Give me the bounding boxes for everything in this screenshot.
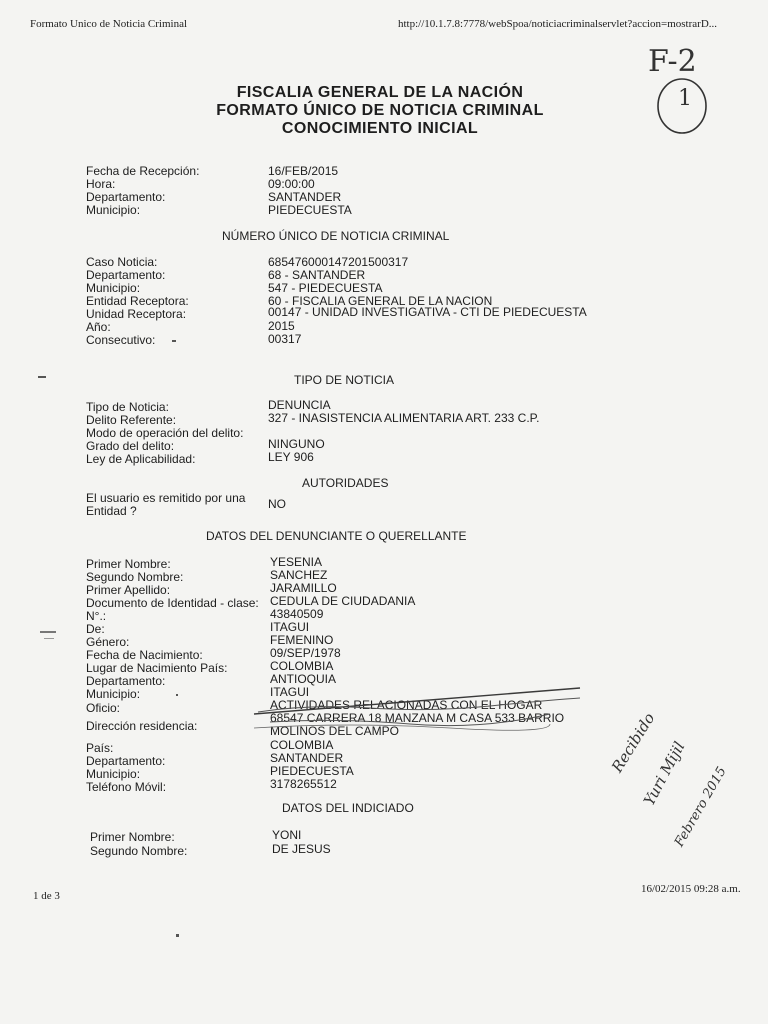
field-value: SANCHEZ xyxy=(270,568,328,582)
stray-mark xyxy=(176,934,179,937)
handwritten-folio: F-2 xyxy=(648,44,697,79)
field-label: Hora: xyxy=(86,177,116,191)
field-label: Municipio: xyxy=(86,687,141,701)
print-page-number: 1 de 3 xyxy=(33,890,60,902)
field-value: NO xyxy=(268,497,286,511)
field-value: FEMENINO xyxy=(270,633,334,647)
field-label: Documento de Identidad - clase: xyxy=(86,596,259,610)
field-value: 16/FEB/2015 xyxy=(268,164,339,178)
field-value: 60 - FISCALIA GENERAL DE LA NACION xyxy=(268,294,493,308)
section-title-tipo: TIPO DE NOTICIA xyxy=(294,373,395,387)
field-value: YONI xyxy=(272,828,302,842)
field-value: 685476000147201500317 xyxy=(268,255,409,269)
field-label: Segundo Nombre: xyxy=(90,844,188,858)
field-label: Lugar de Nacimiento País: xyxy=(86,661,228,675)
field-value: LEY 906 xyxy=(268,450,314,464)
field-label: Entidad ? xyxy=(86,504,137,518)
field-label: Departamento: xyxy=(86,674,166,688)
handwritten-recibido: Recibido xyxy=(608,709,659,776)
field-label: Oficio: xyxy=(86,701,121,715)
field-value: 09:00:00 xyxy=(268,177,315,191)
field-label: Ley de Aplicabilidad: xyxy=(86,452,196,466)
field-label: Primer Nombre: xyxy=(86,557,171,571)
field-value: JARAMILLO xyxy=(270,581,337,595)
section-title-denunciante: DATOS DEL DENUNCIANTE O QUERELLANTE xyxy=(206,529,467,543)
field-value: ITAGUI xyxy=(270,685,310,699)
field-value: 2015 xyxy=(268,319,295,333)
print-page-title: Formato Unico de Noticia Criminal xyxy=(30,18,188,30)
field-value: 09/SEP/1978 xyxy=(270,646,341,660)
field-value: NINGUNO xyxy=(268,437,325,451)
field-value: 327 - INASISTENCIA ALIMENTARIA ART. 233 C.P. xyxy=(268,411,540,425)
field-value: CEDULA DE CIUDADANIA xyxy=(270,594,416,608)
field-label: Fecha de Nacimiento: xyxy=(86,648,203,662)
field-value: COLOMBIA xyxy=(270,659,334,673)
title-formato: FORMATO ÚNICO DE NOTICIA CRIMINAL xyxy=(216,102,544,119)
print-url: http://10.1.7.8:7778/webSpoa/noticiacriminalservlet?accion=mostrarD... xyxy=(398,18,718,30)
title-fiscalia: FISCALIA GENERAL DE LA NACIÓN xyxy=(236,84,524,101)
margin-mark xyxy=(44,638,54,639)
field-label: Género: xyxy=(86,635,130,649)
field-value: COLOMBIA xyxy=(270,738,334,752)
field-label: Tipo de Noticia: xyxy=(86,400,169,414)
field-label: Primer Apellido: xyxy=(86,583,171,597)
field-value: DENUNCIA xyxy=(268,398,331,412)
field-label: Consecutivo: xyxy=(86,333,156,347)
margin-mark xyxy=(40,631,56,633)
field-label: Caso Noticia: xyxy=(86,255,158,269)
section-title-indiciado: DATOS DEL INDICIADO xyxy=(282,801,414,815)
print-timestamp: 16/02/2015 09:28 a.m. xyxy=(641,883,741,895)
field-label: Delito Referente: xyxy=(86,413,177,427)
field-value: MOLINOS DEL CAMPO xyxy=(270,724,399,738)
title-conocimiento: CONOCIMIENTO INICIAL xyxy=(281,120,479,137)
field-value: SANTANDER xyxy=(270,751,344,765)
field-value: PIEDECUESTA xyxy=(270,764,354,778)
field-value: 547 - PIEDECUESTA xyxy=(268,281,383,295)
field-label: Grado del delito: xyxy=(86,439,175,453)
field-value: 68 - SANTANDER xyxy=(268,268,366,282)
field-label: Municipio: xyxy=(86,281,141,295)
stray-mark xyxy=(172,340,176,342)
section-title-numero: NÚMERO ÚNICO DE NOTICIA CRIMINAL xyxy=(222,229,450,243)
field-value: PIEDECUESTA xyxy=(268,203,352,217)
field-value: 43840509 xyxy=(270,607,324,621)
field-label: Departamento: xyxy=(86,190,166,204)
field-label: De: xyxy=(86,622,105,636)
field-label: Fecha de Recepción: xyxy=(86,164,200,178)
field-label: Municipio: xyxy=(86,203,141,217)
field-label: País: xyxy=(86,741,114,755)
handwritten-signature: Yuri Mijil xyxy=(640,738,689,809)
field-value: 00147 - UNIDAD INVESTIGATIVA - CTI DE PIEDECUESTA xyxy=(268,305,587,319)
field-value: 00317 xyxy=(268,332,302,346)
field-label: Departamento: xyxy=(86,754,166,768)
field-value: ITAGUI xyxy=(270,620,310,634)
field-label: Unidad Receptora: xyxy=(86,307,187,321)
field-label: Entidad Receptora: xyxy=(86,294,189,308)
field-label: Modo de operación del delito: xyxy=(86,426,244,440)
field-value: ACTIVIDADES RELACIONADAS CON EL HOGAR xyxy=(270,698,543,712)
field-label: Departamento: xyxy=(86,268,166,282)
section-title-autoridades: AUTORIDADES xyxy=(302,476,389,490)
field-value: YESENIA xyxy=(270,555,323,569)
field-value: DE JESUS xyxy=(272,842,331,856)
margin-mark xyxy=(38,376,46,378)
stray-mark xyxy=(176,694,178,696)
field-label: N°.: xyxy=(86,609,107,623)
field-label: Segundo Nombre: xyxy=(86,570,184,584)
field-value: SANTANDER xyxy=(268,190,342,204)
field-label: Primer Nombre: xyxy=(90,830,175,844)
field-label: Año: xyxy=(86,320,111,334)
field-value: 3178265512 xyxy=(270,777,337,791)
field-label: Teléfono Móvil: xyxy=(86,780,167,794)
handwritten-circled-number: 1 xyxy=(678,86,692,111)
field-label: Municipio: xyxy=(86,767,141,781)
field-value: 68547 CARRERA 18 MANZANA M CASA 533 BARRIO xyxy=(270,711,565,725)
field-value: ANTIOQUIA xyxy=(270,672,337,686)
field-label: El usuario es remitido por una xyxy=(86,491,246,505)
strike-through-marks xyxy=(250,684,590,740)
handwritten-date: Febrero 2015 xyxy=(672,764,730,850)
field-label: Dirección residencia: xyxy=(86,719,198,733)
